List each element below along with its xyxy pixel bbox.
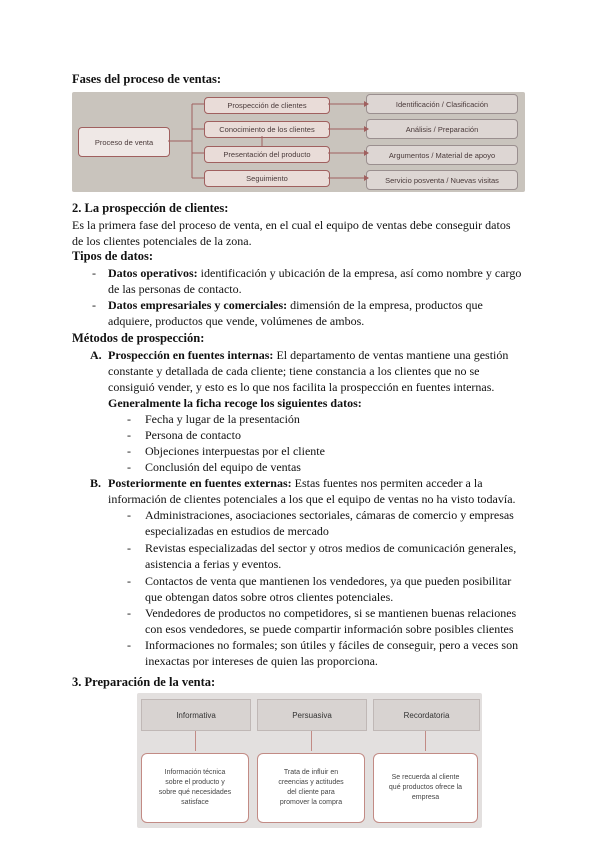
diagram-header-informativa: Informativa xyxy=(141,699,251,731)
diagram-arrow xyxy=(311,731,312,751)
method-b-marker: B. xyxy=(90,476,102,490)
diagram-right-box-3: Argumentos / Material de apoyo xyxy=(366,145,518,165)
external-source-5-line-1: Informaciones no formales; son útiles y fáciles de conseguir, pero a veces son xyxy=(145,638,519,652)
diagram-connectors xyxy=(72,92,525,192)
diagram-arrow xyxy=(425,731,426,751)
diagram-root-box: Proceso de venta xyxy=(78,127,170,157)
external-source-5-line-2: inexactas por intereses de quien las proporciona. xyxy=(145,654,378,668)
diagram-detail-informativa: Información técnica sobre el producto y sobre qué necesidades satisface xyxy=(141,753,249,823)
bullet-dash: - xyxy=(127,412,131,426)
sales-process-diagram xyxy=(72,92,525,192)
diagram-arrow xyxy=(195,731,196,751)
ficha-item-2: Persona de contacto xyxy=(145,428,241,442)
method-a-line-3: consiguió vender, y esto es lo que nos facilita la prospección en fuentes internas. xyxy=(108,380,495,394)
diagram-middle-box-4: Seguimiento xyxy=(204,170,330,187)
ficha-item-1: Fecha y lugar de la presentación xyxy=(145,412,300,426)
external-source-4-line-2: con esos vendedores, se puede compartir información sobre posibles clientes xyxy=(145,622,514,636)
diagram-detail-recordatoria: Se recuerda al cliente qué productos ofrece la empresa xyxy=(373,753,478,823)
ficha-item-3: Objeciones interpuestas por el cliente xyxy=(145,444,325,458)
external-source-3-line-1: Contactos de venta que mantienen los vendedores, ya que pueden posibilitar xyxy=(145,574,512,588)
tipo-item-2-line-2: adquiere, productos que vende, volúmenes de ambos. xyxy=(108,314,365,328)
section2-intro-line-1: Es la primera fase del proceso de venta, en el cual el equipo de ventas debe conseguir datos xyxy=(72,218,511,232)
bullet-dash: - xyxy=(127,428,131,442)
bullet-dash: - xyxy=(92,298,96,312)
tipo-item-1-line-2: de las personas de contacto. xyxy=(108,282,242,296)
bullet-dash: - xyxy=(127,638,131,652)
external-source-2-line-2: asistencia a ferias y eventos. xyxy=(145,557,282,571)
method-b-line-1: Posteriormente en fuentes externas: Estas fuentes nos permiten acceder a la xyxy=(108,476,483,490)
bullet-dash: - xyxy=(127,574,131,588)
section2-intro-line-2: de los clientes potenciales de la zona. xyxy=(72,234,252,248)
diagram-right-box-2: Análisis / Preparación xyxy=(366,119,518,139)
method-b-line-2: información de clientes potenciales a los que el equipo de ventas no ha visto todavía. xyxy=(108,492,516,506)
section3-title: 3. Preparación de la venta: xyxy=(72,675,216,689)
bullet-dash: - xyxy=(127,460,131,474)
bullet-dash: - xyxy=(127,444,131,458)
diagram-header-recordatoria: Recordatoria xyxy=(373,699,480,731)
bullet-dash: - xyxy=(92,266,96,280)
external-source-1-line-1: Administraciones, asociaciones sectoriales, cámaras de comercio y empresas xyxy=(145,508,514,522)
tipo-item-1-line-1: Datos operativos: identificación y ubicación de la empresa, así como nombre y cargo xyxy=(108,266,522,280)
method-a-line-1: Prospección en fuentes internas: El departamento de ventas mantiene una gestión xyxy=(108,348,509,362)
tipo-item-2-line-1: Datos empresariales y comerciales: dimensión de la empresa, productos que xyxy=(108,298,483,312)
diagram-header-persuasiva: Persuasiva xyxy=(257,699,367,731)
diagram-right-box-1: Identificación / Clasificación xyxy=(366,94,518,114)
external-source-3-line-2: que obtengan datos sobre otros clientes potenciales. xyxy=(145,590,394,604)
diagram-middle-box-2: Conocimiento de los clientes xyxy=(204,121,330,138)
bullet-dash: - xyxy=(127,541,131,555)
diagram-middle-box-1: Prospección de clientes xyxy=(204,97,330,114)
external-source-4-line-1: Vendedores de productos no competidores, si se mantienen buenas relaciones xyxy=(145,606,517,620)
diagram-middle-box-3: Presentación del producto xyxy=(204,146,330,163)
tipos-title: Tipos de datos: xyxy=(72,249,154,263)
bullet-dash: - xyxy=(127,606,131,620)
section2-title: 2. La prospección de clientes: xyxy=(72,201,229,215)
section1-title: Fases del proceso de ventas: xyxy=(72,72,222,86)
external-source-1-line-2: especializadas en estudios de mercado xyxy=(145,524,329,538)
method-a-line-2: constante y detallada de cada cliente; tiene constancia a los clientes que no se xyxy=(108,364,480,378)
bullet-dash: - xyxy=(127,508,131,522)
ficha-title: Generalmente la ficha recoge los siguientes datos: xyxy=(108,396,362,410)
method-a-marker: A. xyxy=(90,348,102,362)
ficha-item-4: Conclusión del equipo de ventas xyxy=(145,460,301,474)
sale-preparation-diagram xyxy=(137,693,482,828)
external-source-2-line-1: Revistas especializadas del sector y otros medios de comunicación generales, xyxy=(145,541,517,555)
diagram-right-box-4: Servicio posventa / Nuevas visitas xyxy=(366,170,518,190)
diagram-detail-persuasiva: Trata de influir en creencias y actitudes del cliente para promover la compra xyxy=(257,753,365,823)
metodos-title: Métodos de prospección: xyxy=(72,331,205,345)
